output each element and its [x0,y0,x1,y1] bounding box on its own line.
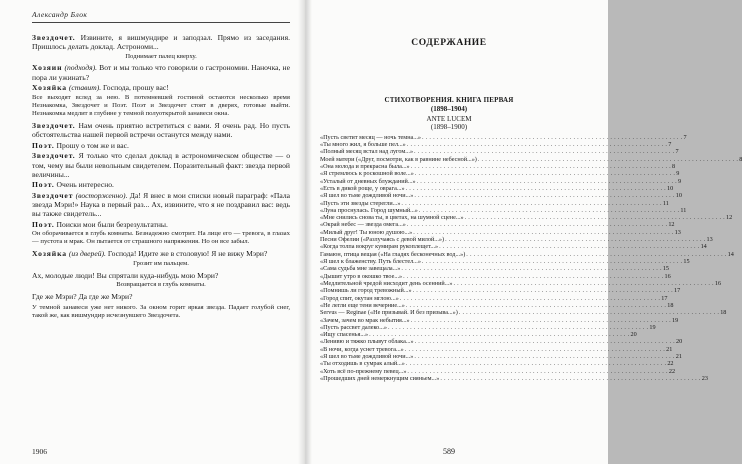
toc-entry [320,331,637,339]
speech-paragraph [32,33,290,51]
stage-direction: У темной занавеси уже нет никого. За окном горит яркая звезда. Падает голубой снег, такой же, как вишмундир исчезнувшего Звездочета. [32,304,290,320]
toc-entry [320,170,680,178]
dot-leader [406,302,666,309]
dot-leader [403,273,663,280]
dot-leader [414,353,674,360]
right-page [320,10,742,456]
toc-entry [320,360,674,368]
toc-entry-page: 20 [630,331,637,339]
toc-entry [320,199,669,207]
toc-entry [320,301,674,309]
plain-paragraph: Ах, молодые люди! Вы спрятали куда-нибудь мою Мэри? [32,270,219,280]
stage-direction: Грозит им пальцем. [133,259,189,267]
toc-entry-page: 22 [668,367,676,375]
speech-text: Прошу о том же и вас. [56,140,129,150]
speaker-name: Хозяйка [32,83,67,93]
toc-entry-page: 20 [676,338,683,346]
subsection-years: (1898–1900) [430,122,468,131]
toc-entry-page: 14 [700,243,707,251]
toc-entry [320,367,676,375]
toc-entry-page: 15 [662,265,669,273]
dot-leader [369,331,629,338]
speech-text: Вот и мы только что говорили о гастрономии. Наночка, не пора ли ужинать? [32,63,290,82]
speaker-name: Поэт. [32,140,55,150]
toc-entry [320,184,674,192]
toc-entry [320,228,681,236]
toc-entry-title: «Окрай небес — звезда омега...» [320,221,406,229]
dot-leader [401,200,661,207]
book-gutter [298,0,312,464]
dot-leader [440,375,700,382]
toc-entry-title: «Медлительной чредой нисходит день осенний...» [320,279,453,287]
toc-entry-title: Servus — Reginae («Не призывай. И без призыва...») [320,309,458,317]
toc-entry-title: «Пусть эти звезды стерегли...» [320,199,401,207]
speaker-name: Хозяйка [32,249,67,259]
section-years: (1898–1904) [430,104,468,113]
running-head: Александр Блок [32,10,290,23]
toc-entry-title: «Милый друг! Ты юною душою...» [320,228,413,236]
toc-entry-page: 21 [666,345,673,353]
toc-entry-title: «Помнишь ли город тревожный...» [320,287,412,295]
dot-leader [413,229,673,236]
dot-leader [411,317,671,324]
toc-entry-title: «Прошедших дней немеркнущим сияньем...» [320,375,440,383]
toc-entry-page: 8 [672,162,676,170]
toc-entry-title: «Ищу спасенья...» [320,331,369,339]
speech-paragraph [32,249,290,258]
dot-leader [453,280,713,287]
toc-entry [320,214,733,222]
toc-entry [320,338,683,346]
toc-entry-page: 23 [701,375,708,383]
speaker-name: Звездочет. [32,121,76,131]
speech-paragraph [32,121,290,139]
toc-entry [320,192,682,200]
stage-remark: (подходя). [64,63,98,73]
toc-entry-title: «Хоть всё по-прежнему певец...» [320,367,407,375]
toc-entry-title: Моей матери («Друг, посмотри, как в равнине небесной...») [320,155,477,163]
toc-entry-title: «Она молода и прекрасна была...» [320,162,410,170]
toc-entry [320,206,687,214]
dot-leader [417,178,677,185]
toc-entry-title: «В ночи, когда уснет тревога...» [320,345,404,353]
toc-entry-page: 15 [683,258,690,266]
speech-paragraph [32,180,290,189]
speech-text: Нам очень приятно встретиться с вами. Я очень рад. Но пусть обстоятельства нашей первой встречи останутся между нами. [32,121,290,140]
dot-leader [407,368,667,375]
toc-entry-page: 19 [672,316,679,324]
toc-entry-page: 11 [662,199,669,207]
toc-entry [320,279,722,287]
toc-entry [320,294,668,302]
toc-list [320,133,742,383]
toc-entry-page: 10 [675,192,682,200]
speaker-name: Поэт. [32,180,55,190]
stage-remark: (ставит). [68,83,102,93]
toc-entry [320,221,675,229]
toc-entry-title: «Я шел к блаженству. Путь блестел...» [320,258,421,266]
stage-direction: Все выходят вслед за нею. В потемневшей гостиной остаются несколько время Незнакомка, Звездочет и Поэт. Поэт и Звездочет стоят в дверях, готовые выйти. Незнакомка медлит в глубине у темной полуоткрытой занавеси окна. [32,93,290,118]
dot-leader [422,134,682,141]
toc-entry-page: 7 [683,133,687,141]
toc-entry [320,309,727,317]
speech-paragraph [32,220,290,229]
toc-entry-page: 11 [680,206,687,214]
toc-entry-page: 14 [727,250,734,258]
dot-leader [478,156,738,163]
dot-leader [445,236,705,243]
toc-entry-title: «Ты много жил, я больше пел...» [320,141,406,149]
dot-leader [422,258,682,265]
toc-entry-title: «Не легли еще тени вечерние...» [320,301,405,309]
dot-leader [401,265,661,272]
speaker-name: Звездочет [32,190,74,200]
toc-entry [320,287,681,295]
speaker-name: Поэт. [32,219,55,229]
toc-entry-page: 13 [706,236,713,244]
toc-entry [320,236,713,244]
dot-leader [414,148,674,155]
toc-entry-title: «Луна проснулась. Город шумный...» [320,206,418,214]
right-page-number: 589 [443,447,455,456]
dot-leader [466,251,726,258]
speaker-name: Звездочет. [32,33,76,42]
toc-entry [320,155,742,163]
dot-leader [400,295,660,302]
toc-entry-title: «Усталый от дневных блужданий...» [320,177,416,185]
speaker-name: Хозяин [32,63,63,73]
left-page [32,10,290,456]
dot-leader [413,287,673,294]
toc-entry [320,265,669,273]
toc-entry [320,162,676,170]
dot-leader [407,141,667,148]
speaker-name: Звездочет. [32,151,76,161]
toc-entry-page: 9 [676,170,680,178]
left-page-number: 1906 [32,447,47,456]
toc-entry-title: «Когда толпа вокруг кумирам рукоплещет...» [320,243,439,251]
toc-entry [320,148,679,156]
toc-entry [320,243,707,251]
toc-entry-title: «Есть в дикой роще, у оврага...» [320,184,405,192]
toc-entry-page: 18 [667,301,674,309]
toc-entry-page: 7 [668,141,672,149]
toc-entry [320,258,690,266]
dot-leader [439,243,699,250]
toc-entry [320,250,734,258]
toc-entry-page: 16 [664,272,671,280]
speech-paragraph [32,151,290,178]
toc-entry [320,272,671,280]
toc-entry-title: «Пусть светит месяц — ночь темна...» [320,133,422,141]
stage-direction: Поднимает палец кверху. [125,52,197,60]
dot-leader [419,207,679,214]
dot-leader [407,221,667,228]
play-text [32,33,290,321]
toc-entry [320,345,673,353]
toc-entry-page: 9 [678,177,682,185]
toc-entry-page: 22 [667,360,674,368]
toc-entry [320,323,656,331]
dot-leader [415,338,675,345]
toc-entry-title: «Ленивю и тяжко плывут облака...» [320,338,414,346]
speech-paragraph [32,83,290,92]
speech-text: Я только что сделал доклад в астрономическом обществе — о том, чему вы были невольным свидетелем. Поразительный факт: звезда первой величины... [32,151,291,179]
toc-entry [320,375,708,383]
toc-entry [320,353,682,361]
dot-leader [406,185,666,192]
dot-leader [411,163,671,170]
verse-line: Где же Мэри? Да где же Мэри? [32,292,133,302]
stage-remark: (из дверей). [68,249,106,259]
toc-entry-page: 18 [720,309,727,317]
toc-entry [320,177,682,185]
speech-text: Господа! Идите же в столовую! Я не вижу Мэри? [107,249,268,259]
toc-entry-title: Песни Офелии («Разлучаясь с девой милой...») [320,236,445,244]
toc-entry-title: «Я шел во тьме дождливой ночи...» [320,192,414,200]
toc-entry-page: 13 [674,228,681,236]
section-heading: СТИХОТВОРЕНИЯ. КНИГА ПЕРВАЯ [384,96,514,104]
speech-paragraph [32,141,290,150]
speech-text: Очень интересно. [56,180,114,190]
toc-entry-title: «Я шел во тьме дождливой ночи...» [320,353,414,361]
toc-entry-title: Гамаюн, птица вещая («На гладях бесконечных вод...») [320,250,466,258]
dot-leader [388,324,648,331]
toc-entry-title: «Ты отходишь в сумрак алый...» [320,360,405,368]
toc-entry-page: 17 [674,287,681,295]
toc-entry-page: 12 [668,221,675,229]
speech-text: Извините, я вишмундире и заподзал. Прямо из заседания. Пришлось делать доклад. Астрономи... [32,33,290,52]
toc-entry-title: «Сама судьба мне завещала...» [320,265,401,273]
toc-entry-title: «Зачем, зачем во мрак небытия...» [320,316,410,324]
stage-remark: (восторженно). [75,190,128,200]
dot-leader [414,192,674,199]
speech-text: Господа, прошу вас! [103,83,169,93]
subsection-heading: ANTE LUCEM [426,114,472,123]
toc-entry-title: «Мне снились снова ты, в цветах, на шумной сцене...» [320,214,464,222]
toc-entry [320,133,687,141]
stage-direction: Он оборачивается в глубь комнаты. Безнадежно смотрит. На лице его — тревога, в глазах — пустота и мрак. Он пытается от страшного напряжения. Но он все забыл. [32,230,290,246]
toc-entry-title: «Пусть рассвет далеко...» [320,323,387,331]
speech-paragraph [32,63,290,81]
toc-entry-title: «Полный месяц встал над лугом...» [320,148,414,156]
toc-entry-page: 10 [667,184,674,192]
speech-text: Да! Я внес в мои списки новый параграф: «Пала звезда Мэри!» Наука в первый раз... Ах, извините, что я не поздравил вас: ведь вы также свидетель... [32,190,290,218]
toc-entry-page: 17 [661,294,668,302]
toc-entry-page: 21 [675,353,682,361]
toc-entry [320,141,672,149]
speech-text: Поиски мои были безрезультатны. [56,219,168,229]
speech-paragraph [32,191,290,218]
toc-title: СОДЕРЖАНИЕ [411,38,487,48]
toc-entry [320,316,679,324]
dot-leader [459,309,719,316]
toc-entry-page: 19 [649,323,656,331]
toc-entry-page: 8 [739,155,742,163]
dot-leader [405,346,665,353]
toc-entry-page: 16 [714,279,722,287]
dot-leader [415,170,675,177]
toc-entry-title: «Дышит утро в окошко твое...» [320,272,403,280]
toc-entry-page: 7 [675,148,679,156]
toc-entry-title: «Я стремлюсь к роскошной воле...» [320,170,414,178]
stage-direction: Возвращается в глубь комнаты. [116,281,206,289]
toc-entry-title: «Город спит, окутан мглою...» [320,294,399,302]
dot-leader [465,214,725,221]
toc-entry-page: 12 [726,214,733,222]
dot-leader [406,360,666,367]
